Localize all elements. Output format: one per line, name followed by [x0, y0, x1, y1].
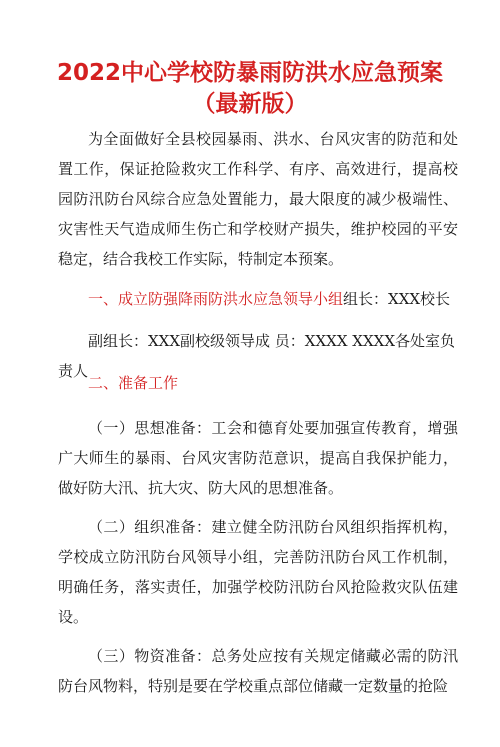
section-2-item-3: （三）物资准备：总务处应按有关规定储藏必需的防汛防台风物料，特别是要在学校重点部位储藏一定数量的抢险 — [58, 647, 458, 695]
section-1-deputy-line: 副组长：XXX副校级领导成 员：XXXX XXXX各处室负责人 — [58, 332, 456, 380]
intro-paragraph: 为全面做好全县校园暴雨、洪水、台风灾害的防范和处置工作，保证抢险救灾工作科学、有序、高效进行，提高校园防汛防台风综合应急处置能力，最大限度的减少极端性、灾害性天气造成师生伤亡和学校财产损失，维护校园的平安稳定，结合我校工作实际，特制定本预案。 — [58, 130, 458, 268]
section-2-heading: 二、准备工作 — [88, 374, 179, 392]
section-1-heading — [58, 284, 458, 314]
section-2-item-1: （一）思想准备：工会和德育处要加强宣传教育，增强广大师生的暴雨、台风灾害防范意识，提高自我保护能力，做好防大汛、抗大灾、防大风的思想准备。 — [58, 419, 458, 497]
section-2-item-2: （二）组织准备：建立健全防汛防台风组织指挥机构，学校成立防汛防台风领导小组，完善防汛防台风工作机制，明确任务，落实责任，加强学校防汛防台风抢险救灾队伍建设。 — [58, 518, 458, 626]
document-subtitle: （最新版） — [192, 91, 308, 117]
section-1-title: 一、成立防强降雨防洪水应急领导小组 — [88, 290, 344, 308]
section-1-leader: 组长：XXX校长 — [343, 290, 451, 308]
document-title: 2022中心学校防暴雨防洪水应急预案 — [56, 60, 443, 86]
